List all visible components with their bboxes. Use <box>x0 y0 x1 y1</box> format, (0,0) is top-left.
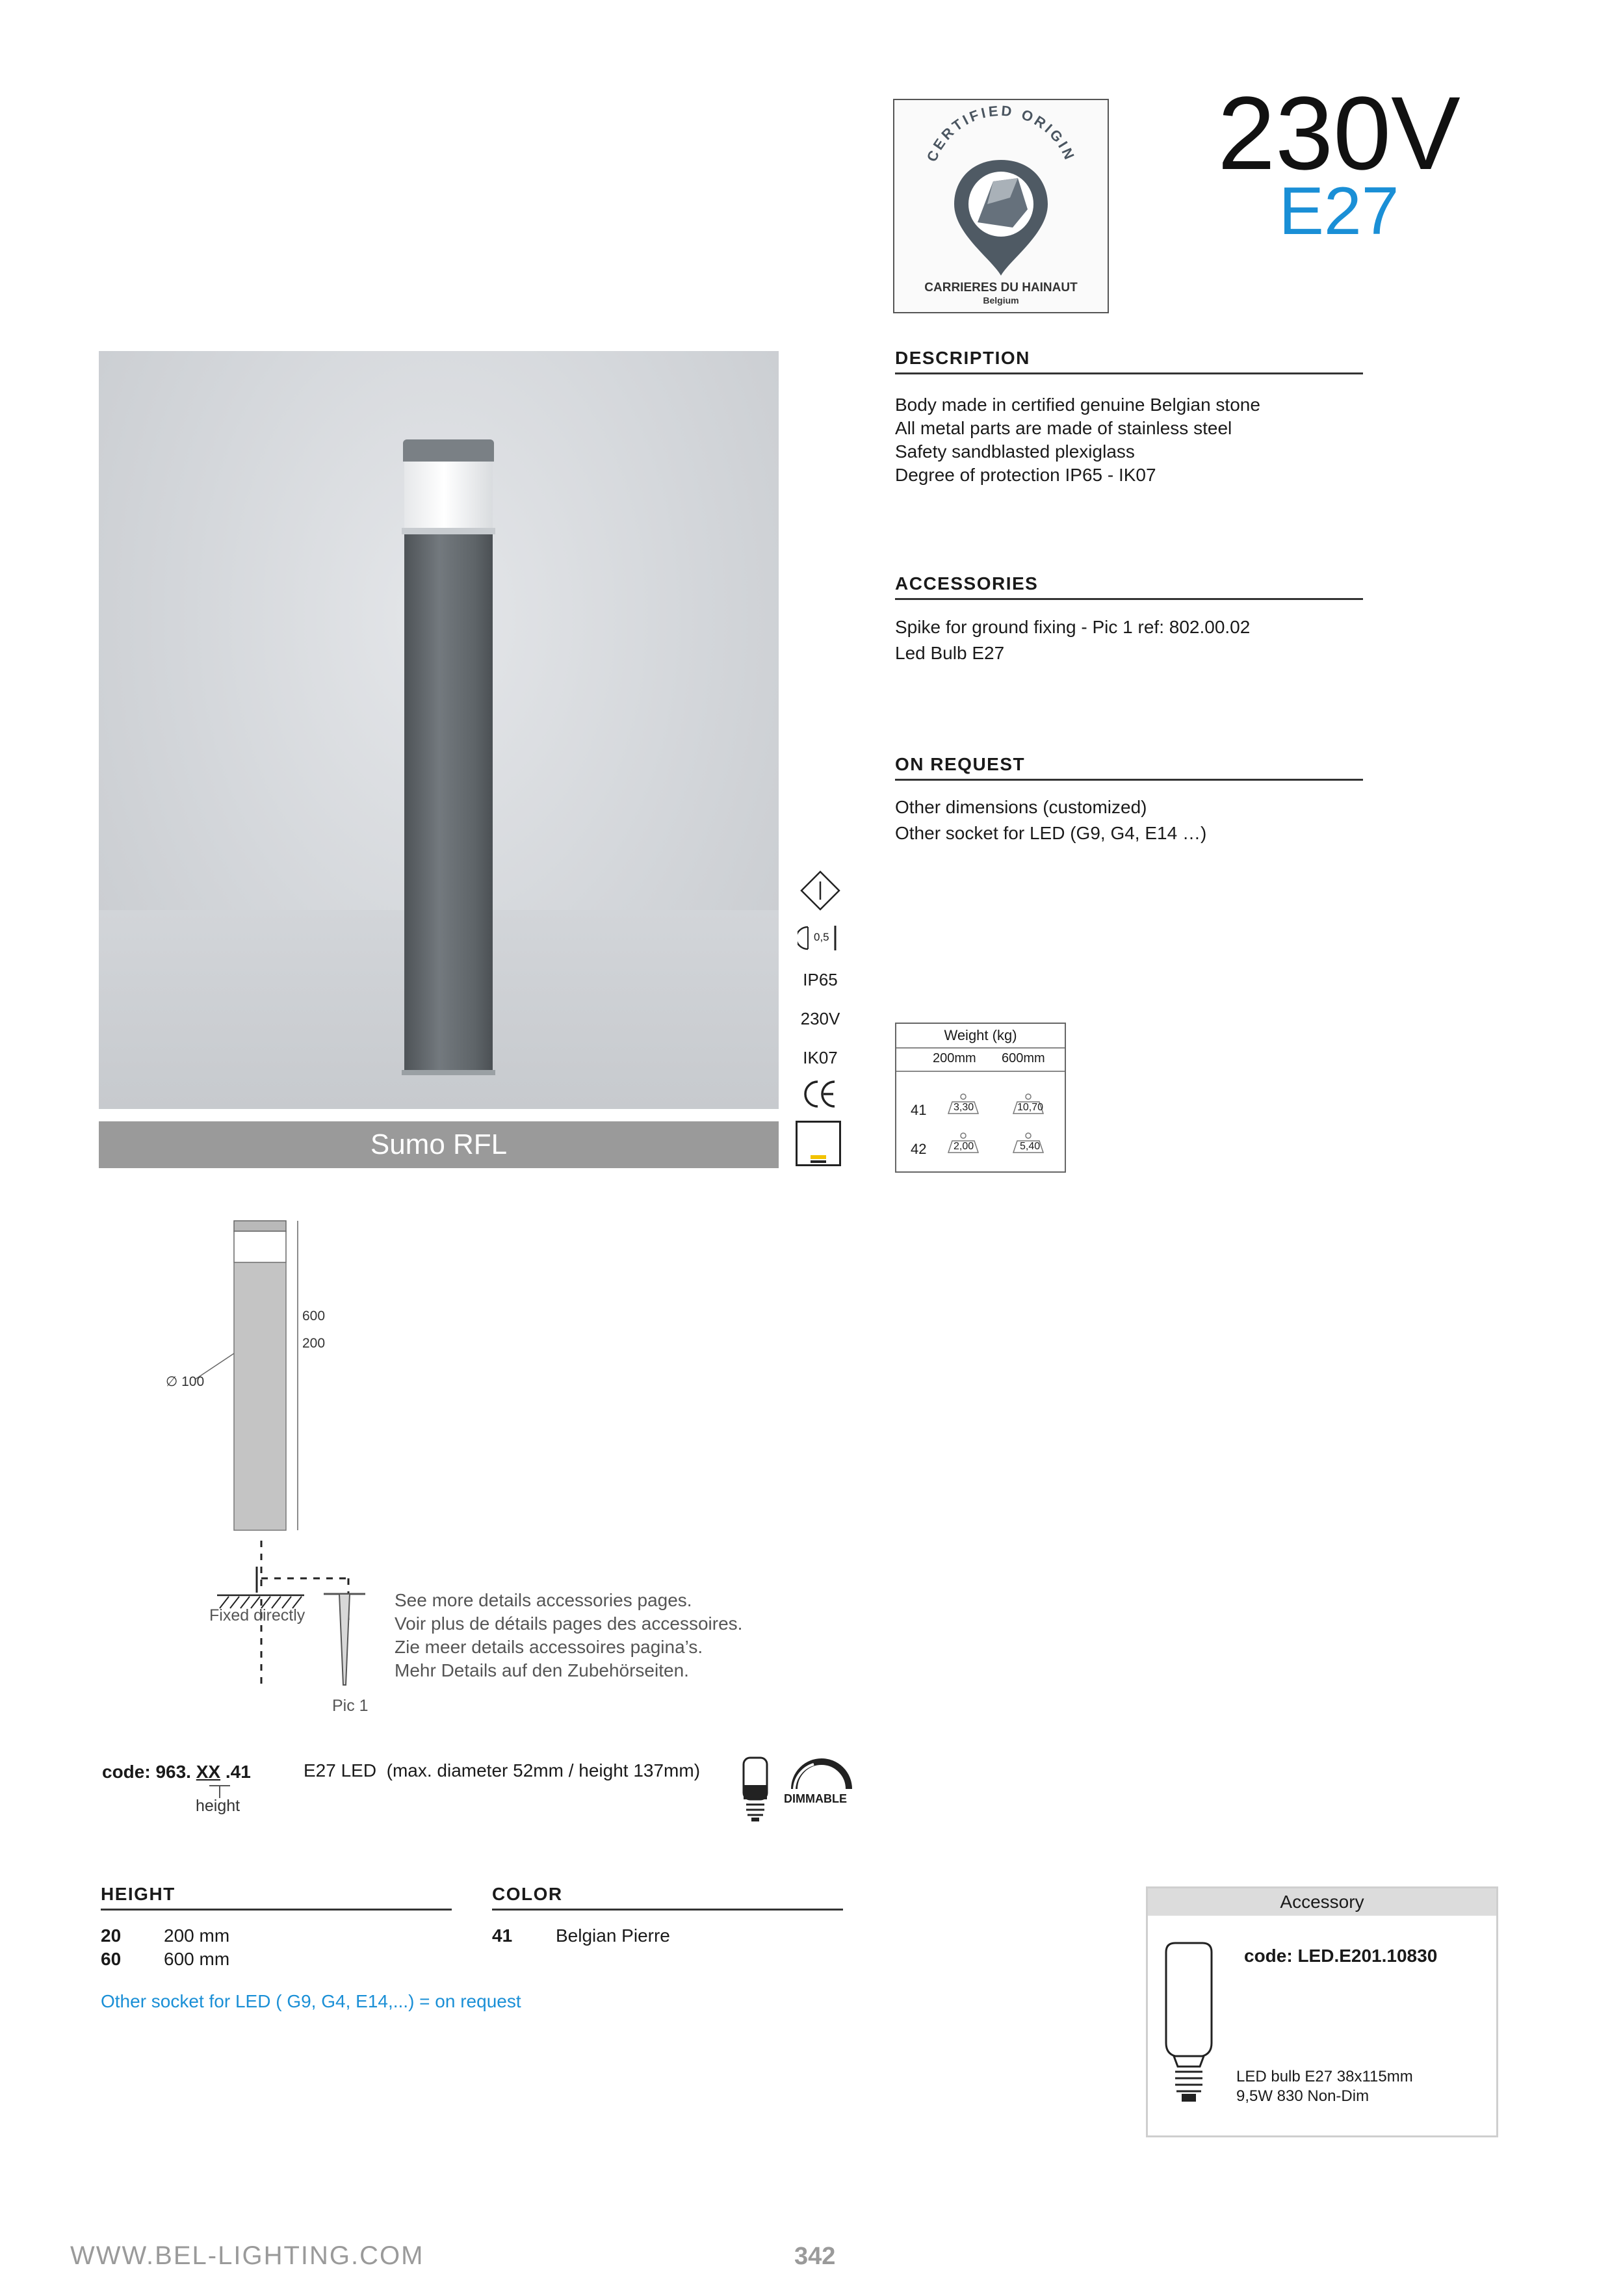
on-request-body <box>895 794 1206 846</box>
height-code-label: height <box>196 1797 240 1815</box>
description-line: Body made in certified genuine Belgian stone <box>895 395 1260 415</box>
weight-value: 10,70 <box>1006 1093 1051 1116</box>
ce-mark-icon <box>788 1078 853 1115</box>
weight-table <box>895 1023 1066 1173</box>
weight-col-200: 200mm <box>933 1051 976 1065</box>
ip-rating: IP65 <box>803 970 838 989</box>
badge-country: Belgium <box>983 295 1019 306</box>
weight-value: 3,30 <box>941 1093 986 1116</box>
bollard-body <box>404 534 493 1074</box>
weight-row-code: 42 <box>911 1141 927 1157</box>
distance-value: 0,5 <box>814 931 829 943</box>
color-row-code: 41 <box>492 1925 513 1946</box>
footer-website: WWW.BEL-LIGHTING.COM <box>70 2241 424 2270</box>
product-photo <box>99 351 779 1109</box>
color-title: COLOR <box>492 1884 843 1911</box>
svg-text:CERTIFIED ORIGIN <box>924 103 1079 164</box>
light-beam-icon <box>796 1121 841 1166</box>
weight-value: 2,00 <box>941 1132 986 1155</box>
bollard-cap <box>403 439 494 462</box>
accessories-body <box>895 614 1250 666</box>
color-row-value: Belgian Pierre <box>556 1925 670 1946</box>
accessory-desc-2: 9,5W 830 Non-Dim <box>1236 2087 1370 2105</box>
product-title: Sumo RFL <box>370 1128 508 1160</box>
led-spec: E27 LED (max. diameter 52mm / height 137mm) <box>304 1760 701 1781</box>
on-request-title: ON REQUEST <box>895 754 1363 781</box>
class-icon <box>788 870 853 916</box>
distance-icon <box>788 922 853 959</box>
height-row-code: 20 <box>101 1925 122 1946</box>
accessories-line: Spike for ground fixing - Pic 1 ref: 802.00.02 <box>895 617 1251 637</box>
height-title: HEIGHT <box>101 1884 452 1911</box>
description-body <box>895 393 1260 487</box>
product-code: code: 963. XX .41 <box>102 1762 251 1782</box>
product-title-bar <box>99 1121 779 1168</box>
dimmable-icon <box>788 1755 855 1794</box>
accessories-title: ACCESSORIES <box>895 573 1363 600</box>
description-line: Degree of protection IP65 - IK07 <box>895 465 1156 485</box>
voltage-rating: 230V <box>800 1009 840 1028</box>
bollard-diffuser <box>404 462 493 528</box>
accessory-notes: See more details accessories pages. Voir plus de détails pages des accessoires. Zie meer details accessoires pagina’s. Mehr Details auf den Zubehörseiten. <box>395 1590 743 1680</box>
fixed-directly-label: Fixed directly <box>209 1606 305 1624</box>
bollard-base-ring <box>402 1070 495 1075</box>
ik-rating: IK07 <box>803 1048 838 1067</box>
badge-arc-text: CERTIFIED ORIGIN <box>923 102 1079 164</box>
dimension-200: 200 <box>302 1336 326 1351</box>
led-bulb-icon <box>1161 1939 1217 2106</box>
technical-drawing <box>156 1209 390 1729</box>
description-line: Safety sandblasted plexiglass <box>895 441 1135 462</box>
pic-1-label: Pic 1 <box>332 1697 369 1715</box>
accessory-header: Accessory <box>1148 1888 1496 1916</box>
led-bulb-icon <box>741 1755 770 1823</box>
height-row-value: 600 mm <box>164 1949 230 1969</box>
weight-row-code: 41 <box>911 1102 927 1118</box>
height-row-value: 200 mm <box>164 1925 230 1946</box>
certified-origin-badge <box>893 99 1109 313</box>
badge-company: CARRIERES DU HAINAUT <box>924 281 1078 294</box>
other-socket-note: Other socket for LED ( G9, G4, E14,...) = on request <box>101 1991 521 2011</box>
height-row-code: 60 <box>101 1949 122 1969</box>
accessory-box <box>1146 1886 1498 2137</box>
dimmable-label: DIMMABLE <box>784 1792 847 1805</box>
weight-table-title: Weight (kg) <box>896 1024 1065 1049</box>
description-line: All metal parts are made of stainless steel <box>895 418 1232 438</box>
diameter-label: ∅ 100 <box>166 1374 205 1389</box>
on-request-line: Other socket for LED (G9, G4, E14 …) <box>895 823 1207 843</box>
code-variable: XX <box>196 1762 221 1782</box>
accessories-line: Led Bulb E27 <box>895 643 1005 663</box>
bollard-ring <box>402 528 495 534</box>
description-title: DESCRIPTION <box>895 348 1363 374</box>
weight-col-600: 600mm <box>1002 1051 1045 1065</box>
page-number: 342 <box>794 2243 836 2270</box>
accessory-desc-1: LED bulb E27 38x115mm <box>1236 2068 1413 2085</box>
voltage-heading: 230V <box>1217 75 1461 191</box>
accessory-code: code: LED.E201.10830 <box>1244 1946 1438 1966</box>
weight-value: 5,40 <box>1006 1132 1051 1155</box>
on-request-line: Other dimensions (customized) <box>895 797 1147 817</box>
socket-heading: E27 <box>1279 174 1399 249</box>
dimension-600: 600 <box>302 1309 326 1324</box>
